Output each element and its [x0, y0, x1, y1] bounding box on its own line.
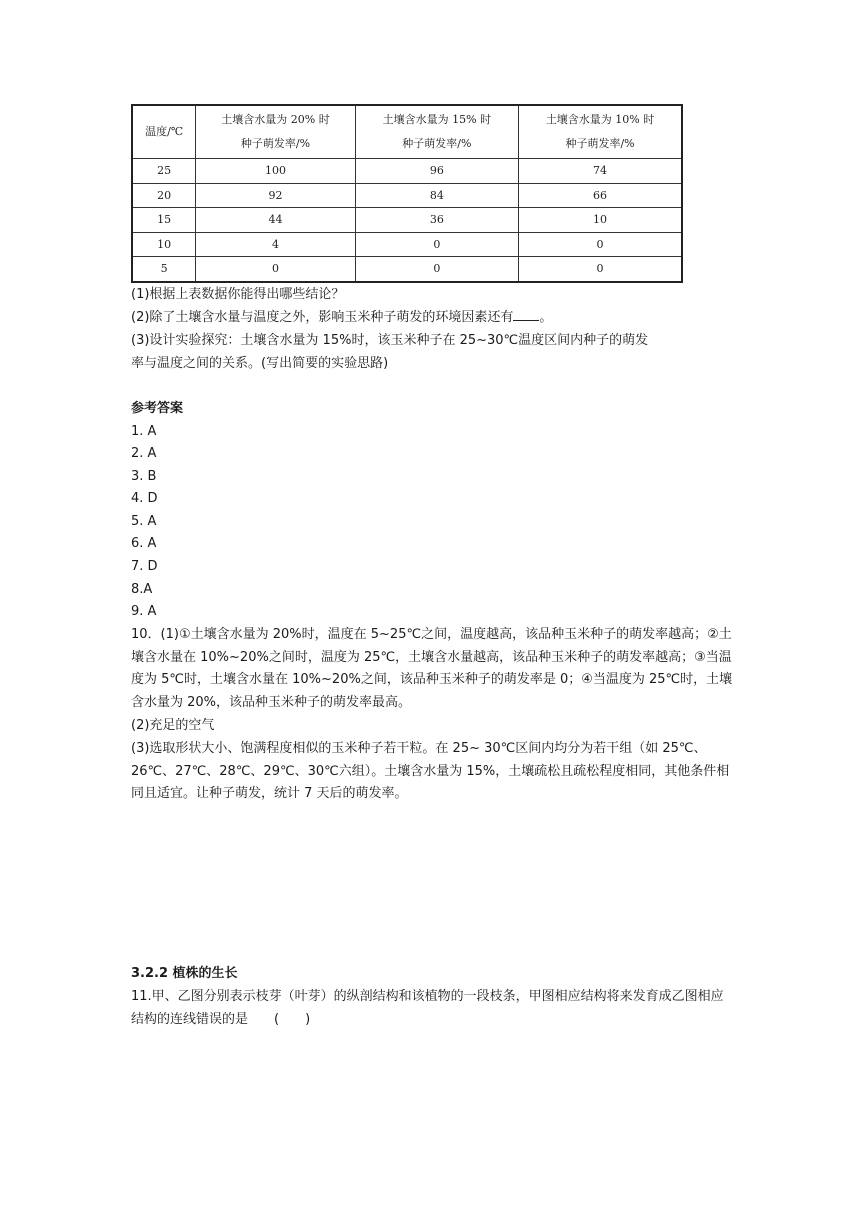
answer-item: 7. D [131, 559, 158, 574]
table-cell: 96 [355, 159, 518, 184]
answer-10-part-1: 10．(1)①土壤含水量为 20%时，温度在 5~25℃之间，温度越高，该品种玉米种子的萌发率越高；②土壤含水量在 10%~20%之间时，温度为 25℃，土壤含水量越高，该品种玉米种子的萌发率越高；③当温度为 5℃时，土壤含水量在 10%~20%之间，该品种玉米种子的萌发率是 0；④当温度为 25℃时，土壤含水量为 20%，该品种玉米种子的萌发率最高。 [131, 627, 733, 710]
question-1: (1)根据上表数据你能得出哪些结论？ [131, 287, 345, 302]
question-2 [131, 308, 731, 328]
table-row [132, 232, 682, 257]
table-cell: 0 [355, 257, 518, 282]
answer-item: 4. D [131, 491, 158, 506]
table-cell: 66 [519, 183, 682, 208]
answer-item: 1. A [131, 424, 157, 439]
table-cell: 44 [196, 208, 355, 233]
table-cell: 4 [196, 232, 355, 257]
question-3-line-1: (3)设计实验探究：土壤含水量为 15%时，该玉米种子在 25~30℃温度区间内种子的萌发 [131, 333, 649, 348]
table-row [132, 159, 682, 184]
table-cell: 92 [196, 183, 355, 208]
answer-item: 5. A [131, 514, 157, 529]
answer-item: 6. A [131, 536, 157, 551]
table-cell: 0 [196, 257, 355, 282]
table-cell: 15 [132, 208, 196, 233]
table-cell: 74 [519, 159, 682, 184]
table-cell: 25 [132, 159, 196, 184]
header-moisture-15: 土壤含水量为 15% 时 种子萌发率/% [355, 105, 518, 159]
table-cell: 10 [132, 232, 196, 257]
question-3-line-2: 率与温度之间的关系。(写出简要的实验思路) [131, 356, 389, 371]
question-2-text: (2)除了土壤含水量与温度之外，影响玉米种子萌发的环境因素还有 [131, 310, 514, 325]
header-moisture-20: 土壤含水量为 20% 时 种子萌发率/% [196, 105, 355, 159]
table-cell: 5 [132, 257, 196, 282]
question-2-end: 。 [539, 310, 553, 325]
answer-10-part-2: (2)充足的空气 [131, 718, 215, 733]
answer-10-part-3: (3)选取形状大小、饱满程度相似的玉米种子若干粒。在 25~ 30℃区间内均分为若干组（如 25℃、26℃、27℃、28℃、29℃、30℃六组）。土壤含水量为 15%，土壤疏松且疏松程度相同，其他条件相同且适宜。让种子萌发，统计 7 天后的萌发率。 [131, 741, 730, 801]
table-cell: 20 [132, 183, 196, 208]
table-cell: 0 [355, 232, 518, 257]
table-cell: 0 [519, 232, 682, 257]
table-header-row [132, 105, 682, 159]
table-cell: 0 [519, 257, 682, 282]
table-cell: 100 [196, 159, 355, 184]
table-cell: 36 [355, 208, 518, 233]
header-temperature: 温度/℃ [132, 105, 196, 159]
section-title: 3.2.2 植株的生长 [131, 966, 238, 981]
header-moisture-10: 土壤含水量为 10% 时 种子萌发率/% [519, 105, 682, 159]
answer-item: 3. B [131, 469, 157, 484]
table-cell: 10 [519, 208, 682, 233]
table-cell: 84 [355, 183, 518, 208]
question-11: 11.甲、乙图分别表示枝芽（叶芽）的纵剖结构和该植物的一段枝条，甲图相应结构将来发育成乙图相应结构的连线错误的是 ( ) [131, 989, 724, 1027]
table-row [132, 257, 682, 282]
answer-item: 9. A [131, 604, 157, 619]
answer-item: 8.A [131, 582, 153, 597]
germination-table [131, 104, 683, 283]
answer-blank [513, 308, 539, 321]
table-row [132, 208, 682, 233]
answers-title: 参考答案 [131, 401, 184, 416]
answer-item: 2. A [131, 446, 157, 461]
table-row [132, 183, 682, 208]
